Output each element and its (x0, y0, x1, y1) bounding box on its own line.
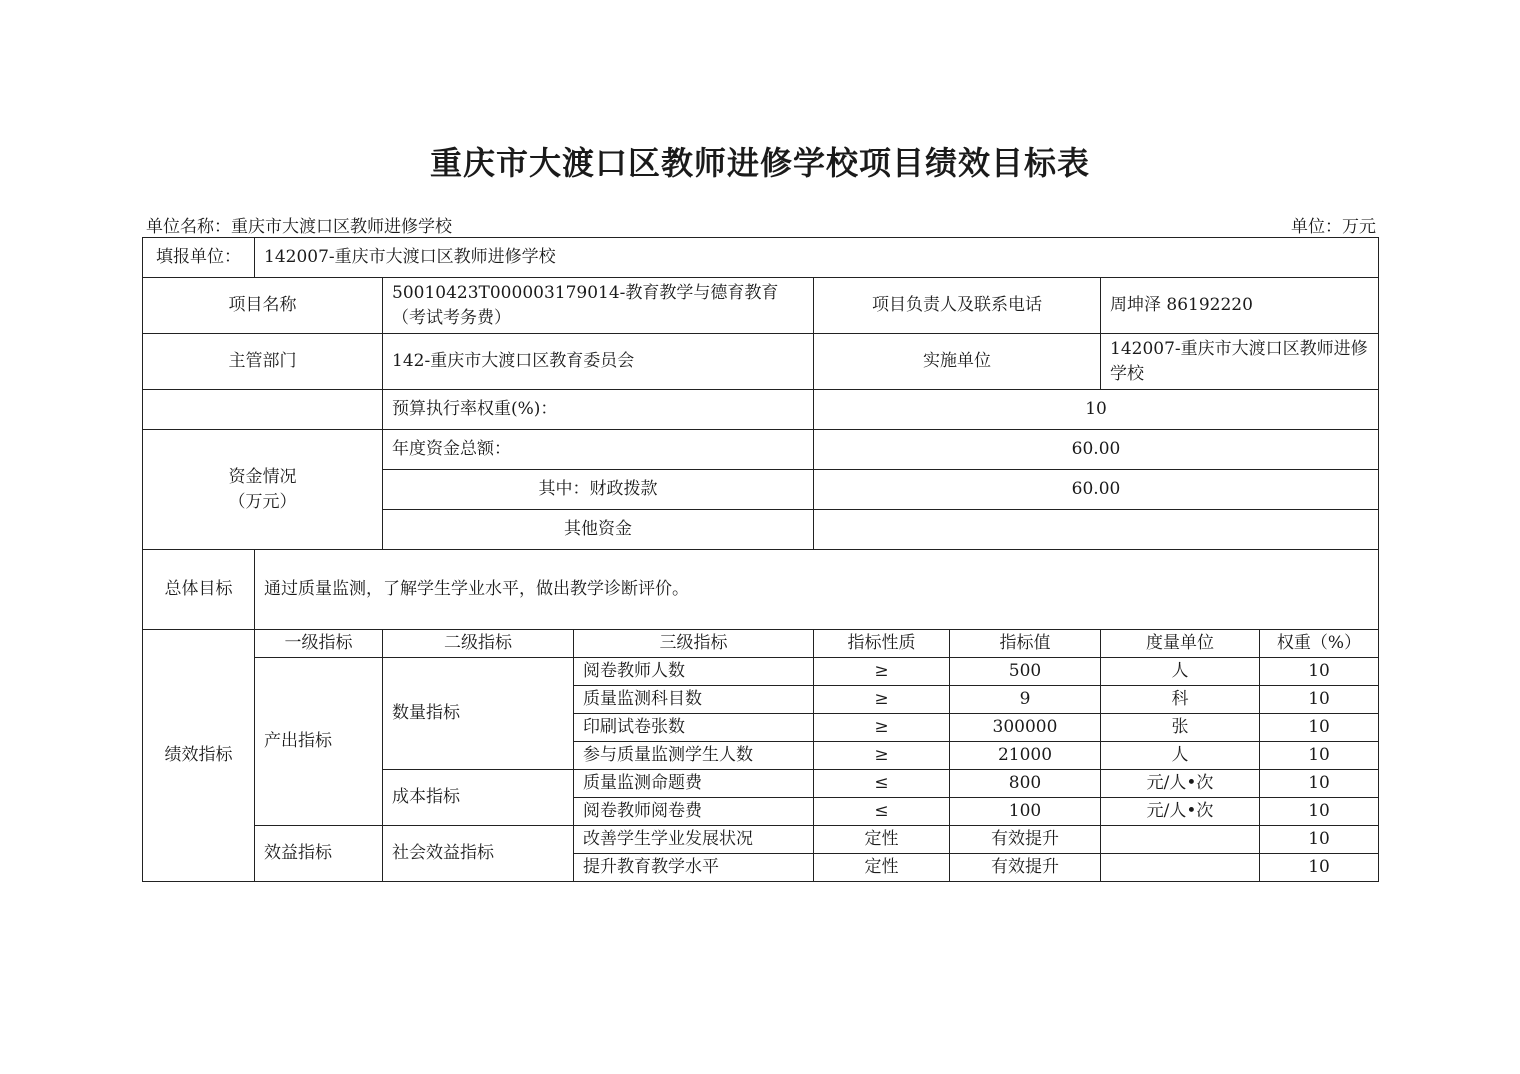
indicator-name: 阅卷教师阅卷费 (574, 798, 814, 826)
indicator-weight: 10 (1260, 798, 1379, 826)
indicator-weight: 10 (1260, 826, 1379, 854)
reporting-unit-label: 填报单位： (143, 238, 255, 278)
indicator-weight: 10 (1260, 686, 1379, 714)
level2-cost: 成本指标 (383, 770, 574, 826)
indicator-unit: 人 (1101, 658, 1260, 686)
header-level3: 三级指标 (574, 630, 814, 658)
indicator-value: 800 (950, 770, 1101, 798)
indicator-name: 印刷试卷张数 (574, 714, 814, 742)
indicator-nature: 定性 (814, 854, 950, 882)
other-funds-value (814, 510, 1379, 550)
table-row (143, 658, 1379, 686)
indicator-unit: 张 (1101, 714, 1260, 742)
impl-unit-value: 142007-重庆市大渡口区教师进修学校 (1101, 334, 1379, 390)
funds-label: 资金情况 (228, 466, 297, 487)
table-row (143, 826, 1379, 854)
project-name-label: 项目名称 (143, 278, 383, 334)
indicator-weight: 10 (1260, 770, 1379, 798)
project-name-value: 50010423T000003179014-教育教学与德育教育（考试考务费） (383, 278, 814, 334)
fiscal-label: 其中：财政拨款 (383, 470, 814, 510)
indicator-value: 100 (950, 798, 1101, 826)
currency-unit: 单位：万元 (1291, 217, 1376, 237)
dept-value: 142-重庆市大渡口区教育委员会 (383, 334, 814, 390)
annual-total-label: 年度资金总额： (383, 430, 814, 470)
project-leader-label: 项目负责人及联系电话 (814, 278, 1101, 334)
indicator-weight: 10 (1260, 714, 1379, 742)
indicator-weight: 10 (1260, 854, 1379, 882)
fiscal-value: 60.00 (814, 470, 1379, 510)
indicator-value: 有效提升 (950, 854, 1101, 882)
indicator-unit: 科 (1101, 686, 1260, 714)
indicator-name: 质量监测科目数 (574, 686, 814, 714)
header-level2: 二级指标 (383, 630, 574, 658)
header-value: 指标值 (950, 630, 1101, 658)
header-unit: 度量单位 (1101, 630, 1260, 658)
indicator-nature: 定性 (814, 826, 950, 854)
indicator-nature: ≤ (814, 770, 950, 798)
indicator-value: 21000 (950, 742, 1101, 770)
indicator-value: 有效提升 (950, 826, 1101, 854)
indicator-unit (1101, 826, 1260, 854)
indicators-section-label: 绩效指标 (143, 630, 255, 882)
indicator-value: 9 (950, 686, 1101, 714)
indicator-weight: 10 (1260, 658, 1379, 686)
overall-goal-value: 通过质量监测，了解学生学业水平，做出教学诊断评价。 (255, 550, 1379, 630)
indicator-name: 阅卷教师人数 (574, 658, 814, 686)
indicator-name: 参与质量监测学生人数 (574, 742, 814, 770)
page-title: 重庆市大渡口区教师进修学校项目绩效目标表 (429, 144, 1090, 182)
level1-output: 产出指标 (255, 658, 383, 826)
project-leader-value: 周坤泽 86192220 (1101, 278, 1379, 334)
level2-quantity: 数量指标 (383, 658, 574, 770)
indicator-unit: 元/人•次 (1101, 798, 1260, 826)
indicator-nature: ≤ (814, 798, 950, 826)
level2-social-benefit: 社会效益指标 (383, 826, 574, 882)
indicator-weight: 10 (1260, 742, 1379, 770)
annual-total-value: 60.00 (814, 430, 1379, 470)
budget-weight-value: 10 (814, 390, 1379, 430)
indicator-nature: ≥ (814, 742, 950, 770)
indicator-name: 改善学生学业发展状况 (574, 826, 814, 854)
header-nature: 指标性质 (814, 630, 950, 658)
indicator-name: 提升教育教学水平 (574, 854, 814, 882)
other-funds-label: 其他资金 (383, 510, 814, 550)
indicator-value: 300000 (950, 714, 1101, 742)
funds-label-cell (143, 430, 383, 550)
indicator-name: 质量监测命题费 (574, 770, 814, 798)
funds-unit: （万元） (228, 491, 297, 512)
indicator-unit: 元/人•次 (1101, 770, 1260, 798)
indicator-nature: ≥ (814, 686, 950, 714)
performance-table (142, 237, 1379, 882)
unit-name: 单位名称：重庆市大渡口区教师进修学校 (146, 217, 452, 237)
indicator-value: 500 (950, 658, 1101, 686)
indicator-unit: 人 (1101, 742, 1260, 770)
header-level1: 一级指标 (255, 630, 383, 658)
reporting-unit-value: 142007-重庆市大渡口区教师进修学校 (255, 238, 1379, 278)
budget-weight-label: 预算执行率权重(%)： (383, 390, 814, 430)
overall-goal-label: 总体目标 (143, 550, 255, 630)
level1-benefit: 效益指标 (255, 826, 383, 882)
indicator-nature: ≥ (814, 658, 950, 686)
impl-unit-label: 实施单位 (814, 334, 1101, 390)
dept-label: 主管部门 (143, 334, 383, 390)
budget-weight-blank (143, 390, 383, 430)
indicator-unit (1101, 854, 1260, 882)
header-weight: 权重（%） (1260, 630, 1379, 658)
indicator-nature: ≥ (814, 714, 950, 742)
